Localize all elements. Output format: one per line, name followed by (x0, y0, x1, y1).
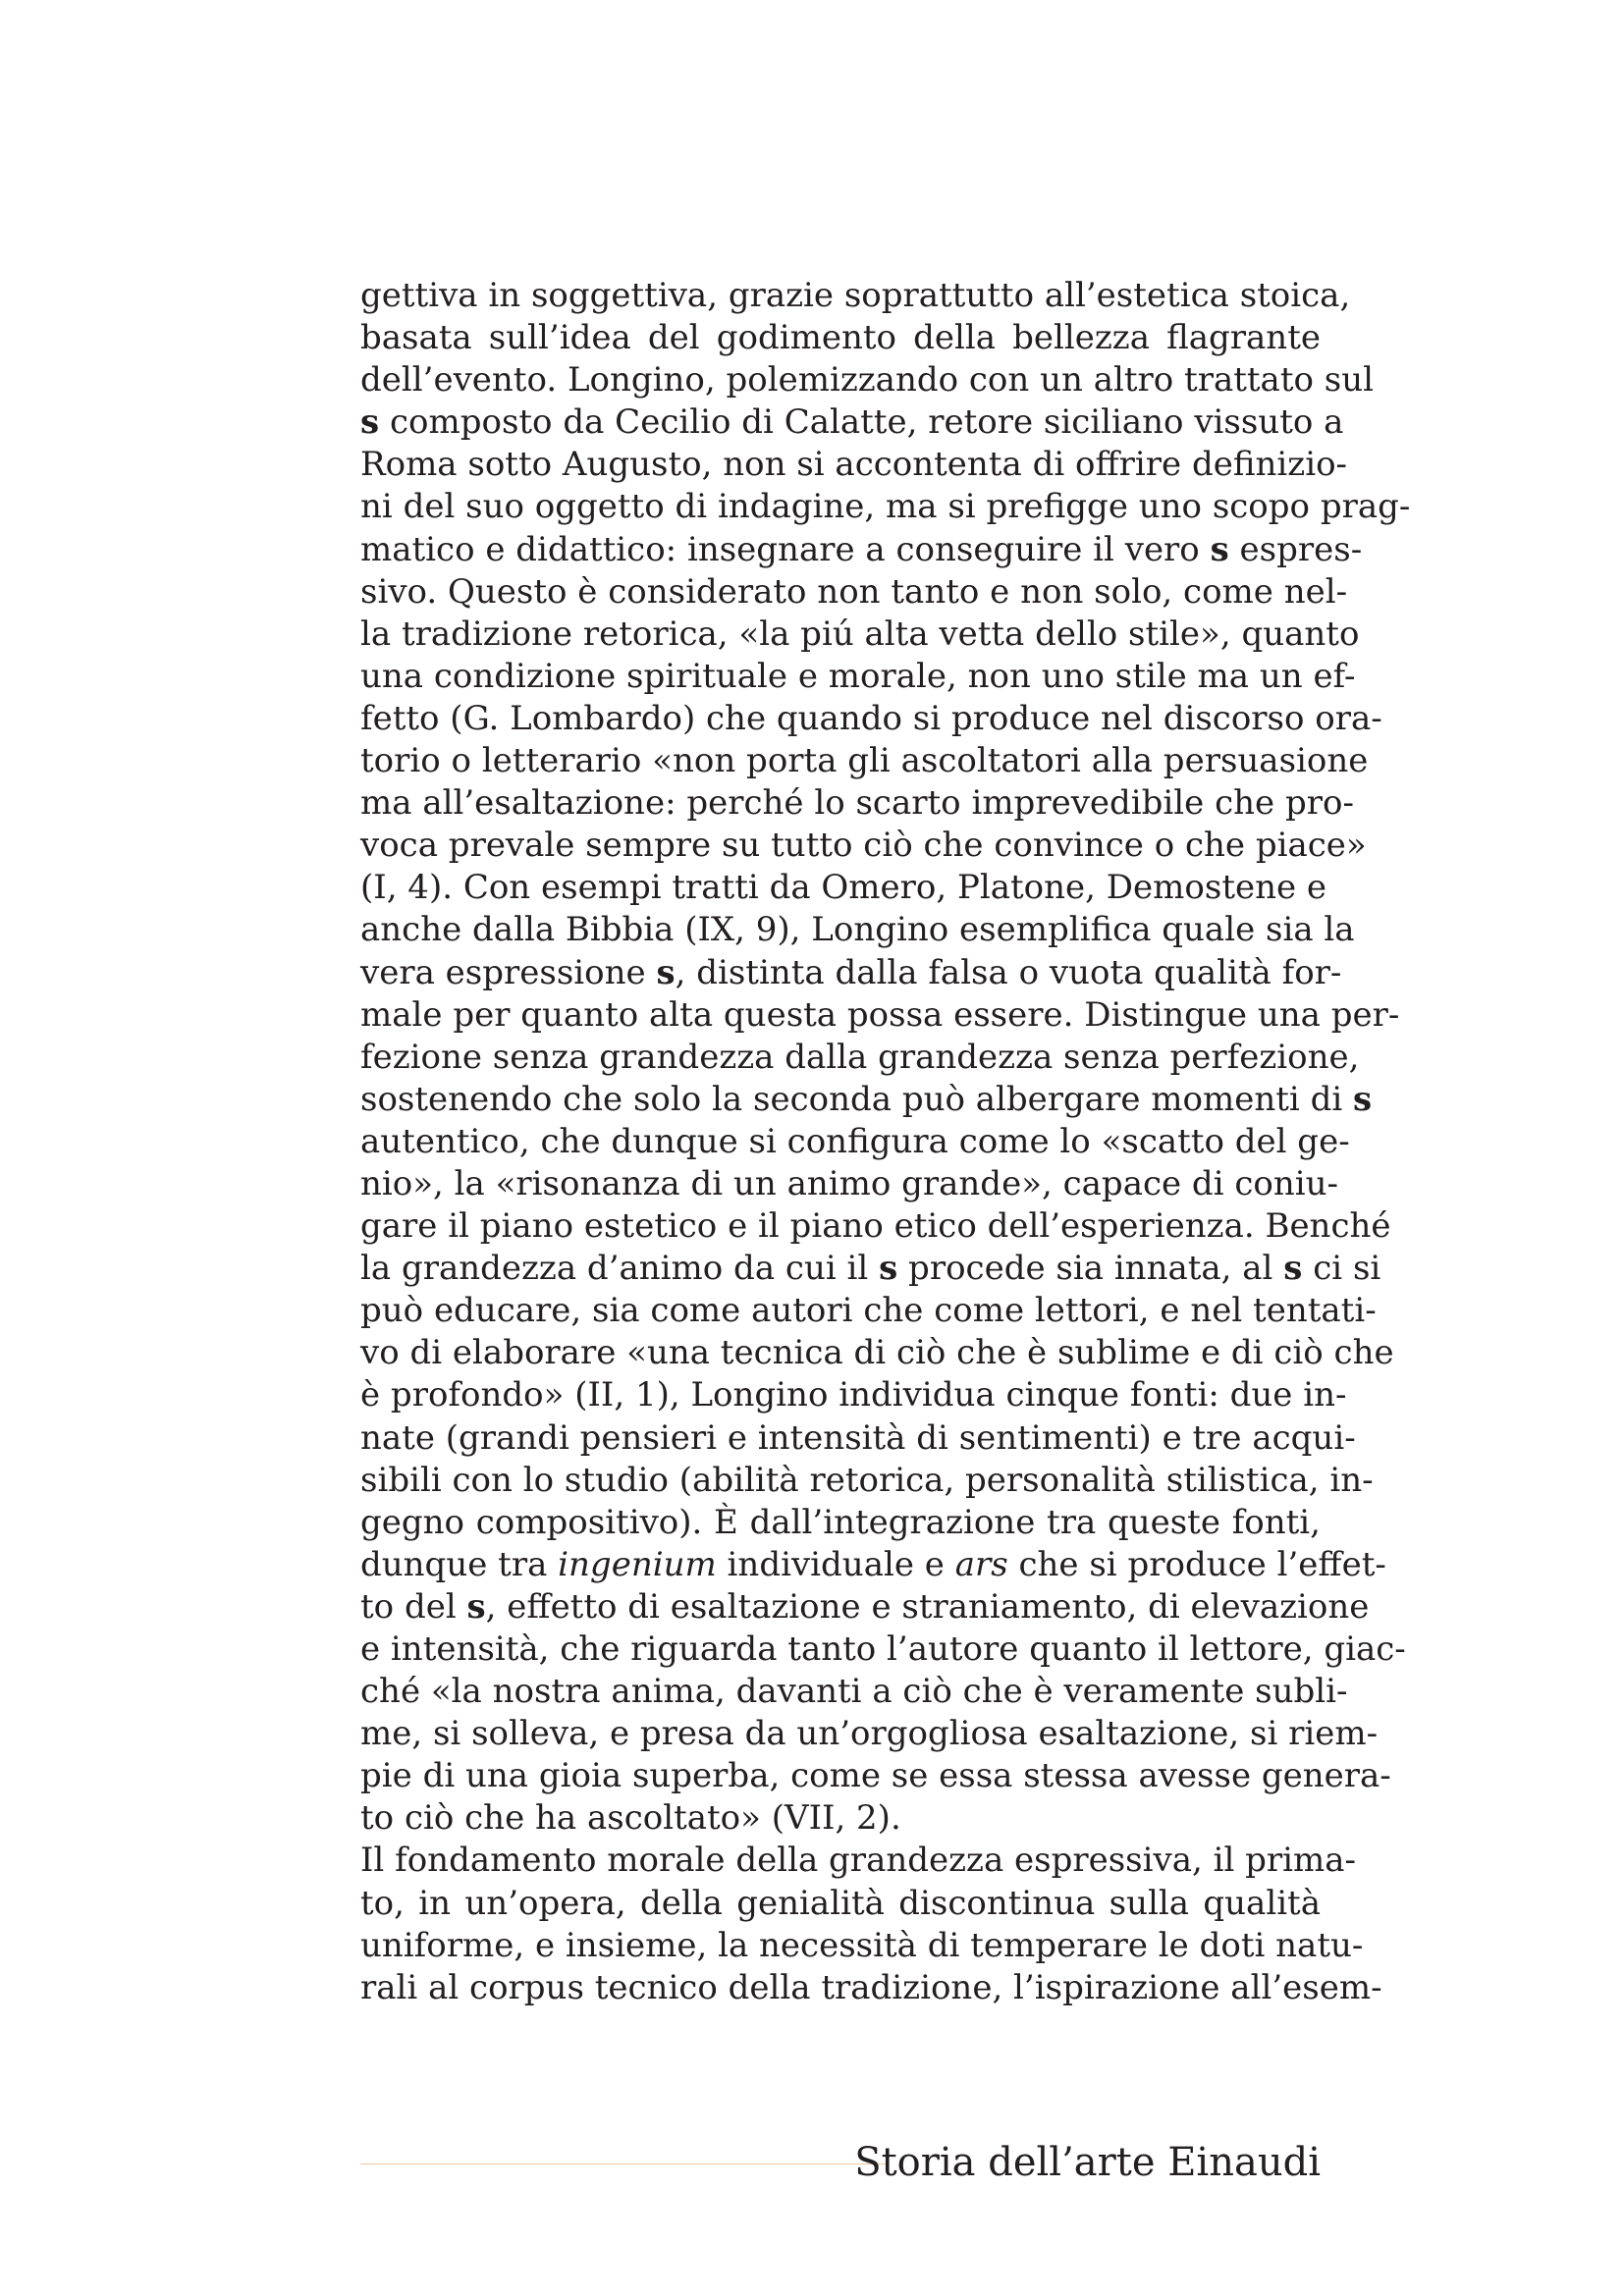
text-line (360, 1332, 1394, 1374)
sublime-abbrev: s (879, 1249, 898, 1289)
text-line (360, 444, 1348, 486)
text-run: uniforme, e insieme, la necessità di temperare le doti natu- (360, 1925, 1364, 1965)
text-line (360, 1205, 1391, 1248)
text-line (360, 782, 1354, 825)
text-line (360, 867, 1327, 909)
text-run: Il fondamento morale della grandezza espressiva, il prima- (360, 1841, 1357, 1881)
text-line (360, 359, 1374, 401)
text-run: procede sia innata, al (897, 1249, 1284, 1289)
text-line (360, 952, 1342, 994)
text-run: nio», la «risonanza di un animo grande», capace di coniu- (360, 1163, 1339, 1203)
text-line (360, 825, 1367, 867)
text-line (360, 1713, 1379, 1755)
text-line (360, 1629, 1406, 1671)
text-line (360, 1840, 1357, 1882)
text-run: individuale e (716, 1544, 955, 1584)
text-run: , distinta dalla falsa o vuota qualità for- (675, 952, 1342, 992)
text-run: espres- (1228, 529, 1363, 569)
text-run: ni del suo oggetto di indagine, ma si prefigge uno scopo prag- (360, 487, 1411, 527)
text-run: to, in un’opera, della genialità discontinua sulla qualità (360, 1883, 1321, 1923)
text-line (360, 317, 1321, 359)
text-run: vera espressione (360, 952, 657, 992)
text-run: matico e didattico: insegnare a conseguire il vero (360, 529, 1211, 569)
text-run: (I, 4). Con esempi tratti da Omero, Platone, Demostene e (360, 868, 1327, 908)
text-line (360, 656, 1356, 698)
text-line (360, 1079, 1373, 1121)
text-run: nate (grandi pensieri e intensità di sentimenti) e tre acqui- (360, 1417, 1356, 1458)
text-run: me, si solleva, e presa da un’orgogliosa esaltazione, si riem- (360, 1714, 1379, 1754)
text-run: ma all’esaltazione: perché lo scarto imprevedibile che pro- (360, 783, 1354, 824)
text-run: gettiva in soggettiva, grazie soprattutto all’estetica stoica, (360, 276, 1351, 315)
text-run: to ciò che ha ascoltato» (VII, 2). (360, 1798, 901, 1839)
italic-term: ars (954, 1544, 1008, 1584)
text-run: basata sull’idea del godimento della bellezza flagrante (360, 318, 1321, 358)
text-run: ché «la nostra anima, davanti a ciò che è veramente subli- (360, 1672, 1348, 1712)
text-run: composto da Cecilio di Calatte, retore siciliano vissuto a (379, 402, 1344, 443)
text-line (360, 1121, 1350, 1163)
text-run: sivo. Questo è considerato non tanto e non solo, come nel- (360, 571, 1348, 612)
text-line (360, 1037, 1360, 1079)
sublime-abbrev: s (1283, 1249, 1303, 1289)
text-run: pie di una gioia superba, come se essa stessa avesse genera- (360, 1756, 1391, 1796)
text-run: voca prevale sempre su tutto ciò che convince o che piace» (360, 826, 1367, 866)
text-run: autentico, che dunque si configura come lo «scatto del ge- (360, 1121, 1350, 1161)
italic-term: ingenium (558, 1544, 717, 1584)
text-line (360, 1460, 1374, 1502)
text-run: to del (360, 1586, 467, 1627)
sublime-abbrev: s (656, 952, 676, 992)
text-line (360, 275, 1351, 317)
text-line (360, 1290, 1377, 1332)
text-run: fetto (G. Lombardo) che quando si produce nel discorso ora- (360, 698, 1382, 738)
text-run: torio o letterario «non porta gli ascoltatori alla persuasione (360, 741, 1369, 781)
text-line (360, 1374, 1347, 1416)
text-line (360, 486, 1411, 528)
text-run: Roma sotto Augusto, non si accontenta di offrire definizio- (360, 445, 1348, 485)
text-run: , effetto di esaltazione e straniamento, di elevazione (485, 1586, 1370, 1627)
text-run: la grandezza d’animo da cui il (360, 1249, 880, 1289)
footer-rule (360, 2163, 886, 2164)
text-line (360, 1967, 1382, 2009)
text-run: è profondo» (II, 1), Longino individua cinque fonti: due in- (360, 1375, 1347, 1415)
text-line (360, 529, 1363, 571)
text-line (360, 1797, 1321, 1840)
text-run: una condizione spirituale e morale, non uno stile ma un ef- (360, 656, 1356, 696)
sublime-abbrev: s (466, 1586, 486, 1627)
sublime-abbrev: s (360, 402, 380, 443)
text-line (360, 1755, 1391, 1797)
text-line (360, 571, 1348, 614)
body-text (360, 275, 1411, 2009)
text-run: sibili con lo studio (abilità retorica, personalità stilistica, in- (360, 1460, 1374, 1500)
text-run: gegno compositivo). È dall’integrazione tra queste fonti, (360, 1502, 1321, 1542)
text-line (360, 1925, 1364, 1967)
text-run: la tradizione retorica, «la piú alta vetta dello stile», quanto (360, 614, 1360, 654)
footer-title: Storia dell’arte Einaudi (854, 2140, 1321, 2185)
text-line (360, 1544, 1386, 1586)
text-run: ci si (1302, 1249, 1381, 1289)
text-run: male per quanto alta questa possa essere. Distingue una per- (360, 994, 1400, 1035)
sublime-abbrev: s (1210, 529, 1229, 569)
text-line (360, 1502, 1321, 1544)
text-run: anche dalla Bibbia (IX, 9), Longino esemplifica quale sia la (360, 910, 1355, 950)
text-line (360, 1417, 1356, 1460)
text-run: fezione senza grandezza dalla grandezza senza perfezione, (360, 1037, 1360, 1077)
text-line (360, 698, 1382, 740)
text-run: può educare, sia come autori che come lettori, e nel tentati- (360, 1291, 1377, 1331)
text-line (360, 1586, 1370, 1629)
text-line (360, 994, 1400, 1037)
text-line (360, 1248, 1381, 1290)
sublime-abbrev: s (1353, 1079, 1373, 1119)
text-run: vo di elaborare «una tecnica di ciò che è sublime e di ciò che (360, 1333, 1394, 1373)
text-run: dell’evento. Longino, polemizzando con un altro trattato sul (360, 360, 1374, 400)
text-run: gare il piano estetico e il piano etico dell’esperienza. Benché (360, 1206, 1391, 1247)
text-line (360, 1883, 1321, 1925)
text-line (360, 401, 1344, 444)
text-line (360, 614, 1360, 656)
text-run: e intensità, che riguarda tanto l’autore quanto il lettore, giac- (360, 1629, 1406, 1669)
text-run: dunque tra (360, 1544, 559, 1584)
text-run: sostenendo che solo la seconda può albergare momenti di (360, 1079, 1354, 1119)
text-run: che si produce l’effet- (1007, 1544, 1386, 1584)
text-line (360, 909, 1355, 951)
text-line (360, 740, 1369, 782)
text-run: rali al corpus tecnico della tradizione, l’ispirazione all’esem- (360, 1967, 1382, 2007)
text-line (360, 1671, 1348, 1713)
text-line (360, 1163, 1339, 1205)
